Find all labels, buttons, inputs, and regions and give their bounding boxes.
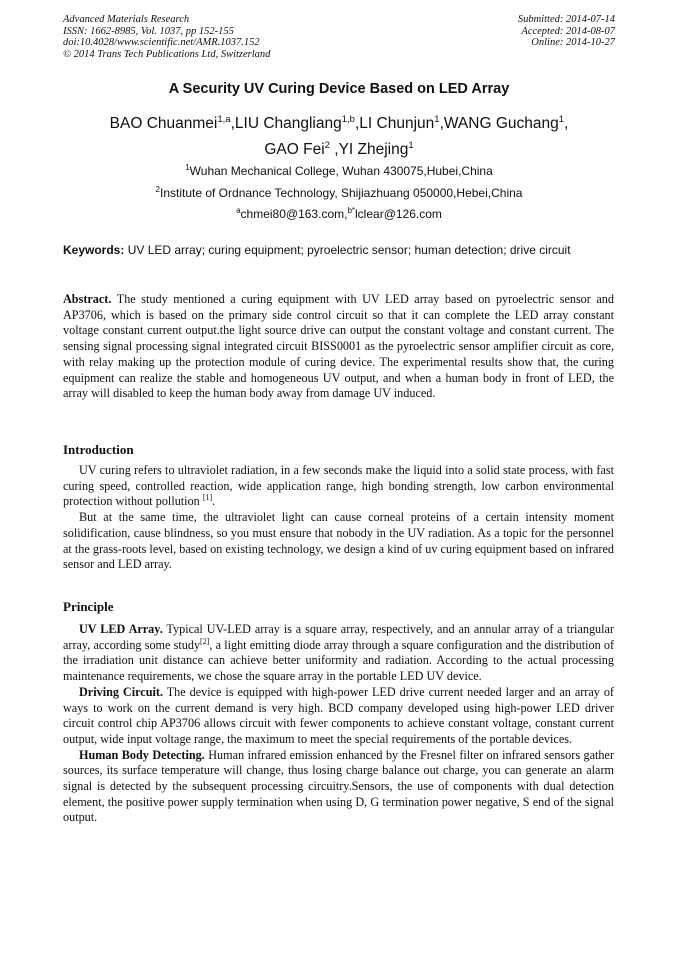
author-sep: , (564, 115, 569, 133)
affiliation-2 (0, 185, 678, 200)
subsection-label: UV LED Array. (79, 622, 163, 636)
journal-name: Advanced Materials Research (63, 14, 190, 25)
journal-header (63, 14, 270, 60)
abstract-text: The study mentioned a curing equipment with UV LED array based on pyroelectric sensor and AP3706, which is based on the primary side control circuit so that it can complete the LED array constant voltage constant current output.the light source drive can output the constant voltage and constant current. The sensing signal processing signal integrated circuit BISS0001 as the pyroelectric sensor amplifier circuit as core, with relay making up the protection module of curing device. The experimental results show that, the curing equipment can realize the stable and homogeneous UV output, and when a human body in front of LED, the array will disabled to keep the human body away from damage UV induced. (63, 292, 614, 401)
email-b[interactable]: lclear@126.com (355, 207, 442, 221)
paragraph-text: Typical UV-LED array is a square array, respectively, and an annular array of a triangular array, according some study (63, 622, 614, 652)
subsection-label: Human Body Detecting. (79, 747, 205, 762)
author-sup: 1,a (217, 114, 231, 125)
dates-header (518, 14, 615, 49)
emails (0, 206, 678, 221)
author-name: YI Zhejing (338, 141, 409, 159)
principle-body (63, 622, 614, 826)
principle-paragraph-1 (63, 622, 614, 685)
intro-paragraph-2: But at the same time, the ultraviolet light can cause corneal proteins of a certain intensity moment solidification, cause blindness, so you must ensure that nobody in the UV radiation. As a topic for the personnel at the grass-roots level, based on existing technology, we design a kind of uv curing equipment based on infrared sensor and LED array. (63, 510, 614, 572)
author-sup: 2 (324, 140, 330, 151)
affiliation-text: Wuhan Mechanical College, Wuhan 430075,Hubei,China (189, 164, 493, 178)
accepted-date: Accepted: 2014-08-07 (521, 25, 615, 37)
author-line-1 (0, 114, 678, 133)
copyright-line: © 2014 Trans Tech Publications Ltd, Switzerland (63, 48, 271, 60)
keywords (63, 243, 618, 257)
citation: [2] (200, 636, 210, 646)
author-line-2 (0, 140, 678, 159)
online-date: Online: 2014-10-27 (531, 37, 615, 48)
paragraph-text: The device is equipped with high-power LED drive current needed larger and an array of ways to work on the current demand is very high. BCD company developed using high-power LED driver circuit control chip AP3706 allows circuit with fewer components to achieve constant voltage, constant current output, wide input voltage range, the maximum to meet the special requirements of the portable devices. (63, 684, 614, 746)
author-sup: 1 (434, 114, 440, 125)
author-sep: , (439, 115, 444, 133)
issn-line: ISSN: 1662-8985, Vol. 1037, pp 152-155 (63, 25, 234, 37)
author-name: WANG Guchang (443, 115, 559, 133)
email-sup: a (236, 206, 241, 215)
principle-paragraph-2 (63, 685, 614, 748)
email-a[interactable]: chmei80@163.com, (240, 207, 348, 221)
principle-paragraph-3 (63, 748, 614, 827)
abstract-label: Abstract. (63, 292, 112, 306)
author-sep: , (230, 115, 235, 133)
doi-line: doi:10.4028/www.scientific.net/AMR.1037.152 (63, 37, 260, 48)
author-name: GAO Fei (264, 141, 325, 159)
keywords-text: UV LED array; curing equipment; pyroelectric sensor; human detection; drive circuit (124, 243, 571, 257)
affiliation-1 (0, 163, 678, 178)
introduction-body (63, 463, 614, 573)
author-sup: 1 (408, 140, 414, 151)
affiliation-sup: 1 (185, 163, 190, 172)
abstract (63, 292, 614, 402)
introduction-heading: Introduction (63, 442, 134, 457)
citation: [1] (202, 493, 213, 503)
paper-title: A Security UV Curing Device Based on LED Array (168, 81, 510, 97)
submitted-date: Submitted: 2014-07-14 (517, 14, 615, 25)
subsection-label: Driving Circuit. (79, 684, 163, 699)
author-sep: , (354, 115, 360, 133)
affiliation-text: Institute of Ordnance Technology, Shijiazhuang 050000,Hebei,China (159, 186, 523, 200)
email-sup: b* (347, 206, 356, 215)
intro-paragraph-1 (63, 463, 614, 510)
paragraph-text: Human infrared emission enhanced by the Fresnel filter on infrared sensors gather sources, its surface temperature will change, thus losing charge balance out charge, you can generate an alarm signal is detected by the subsequent processing circuitry.Sensors, the use of components with dual detection element, the positive power supply termination when using D, G termination power negative, S end of the signal output. (63, 747, 614, 825)
author-name: BAO Chuanmei (109, 115, 218, 133)
affiliation-sup: 2 (155, 185, 160, 194)
keywords-label: Keywords: (63, 243, 125, 257)
paragraph-text: UV curing refers to ultraviolet radiation, in a few seconds make the liquid into a solid state process, with fast curing speed, controlled reaction, wide application range, high bonding strength, low carbon environmental protection without pollution (63, 463, 614, 509)
author-sup: 1 (558, 114, 565, 125)
author-sup: 1,b (341, 114, 355, 125)
paragraph-text: , a light emitting diode array through a square configuration and the distribution of the irradiation unit distance can achieve better uniformity and radiation. According to the actual processing maintenance requirements, we chose the square array in the portable LED UV device. (63, 637, 615, 684)
author-name: LIU Changliang (234, 115, 342, 133)
paragraph-end: . (212, 494, 216, 509)
principle-heading: Principle (63, 599, 114, 614)
author-sep: , (334, 141, 339, 159)
author-name: LI Chunjun (359, 115, 435, 133)
